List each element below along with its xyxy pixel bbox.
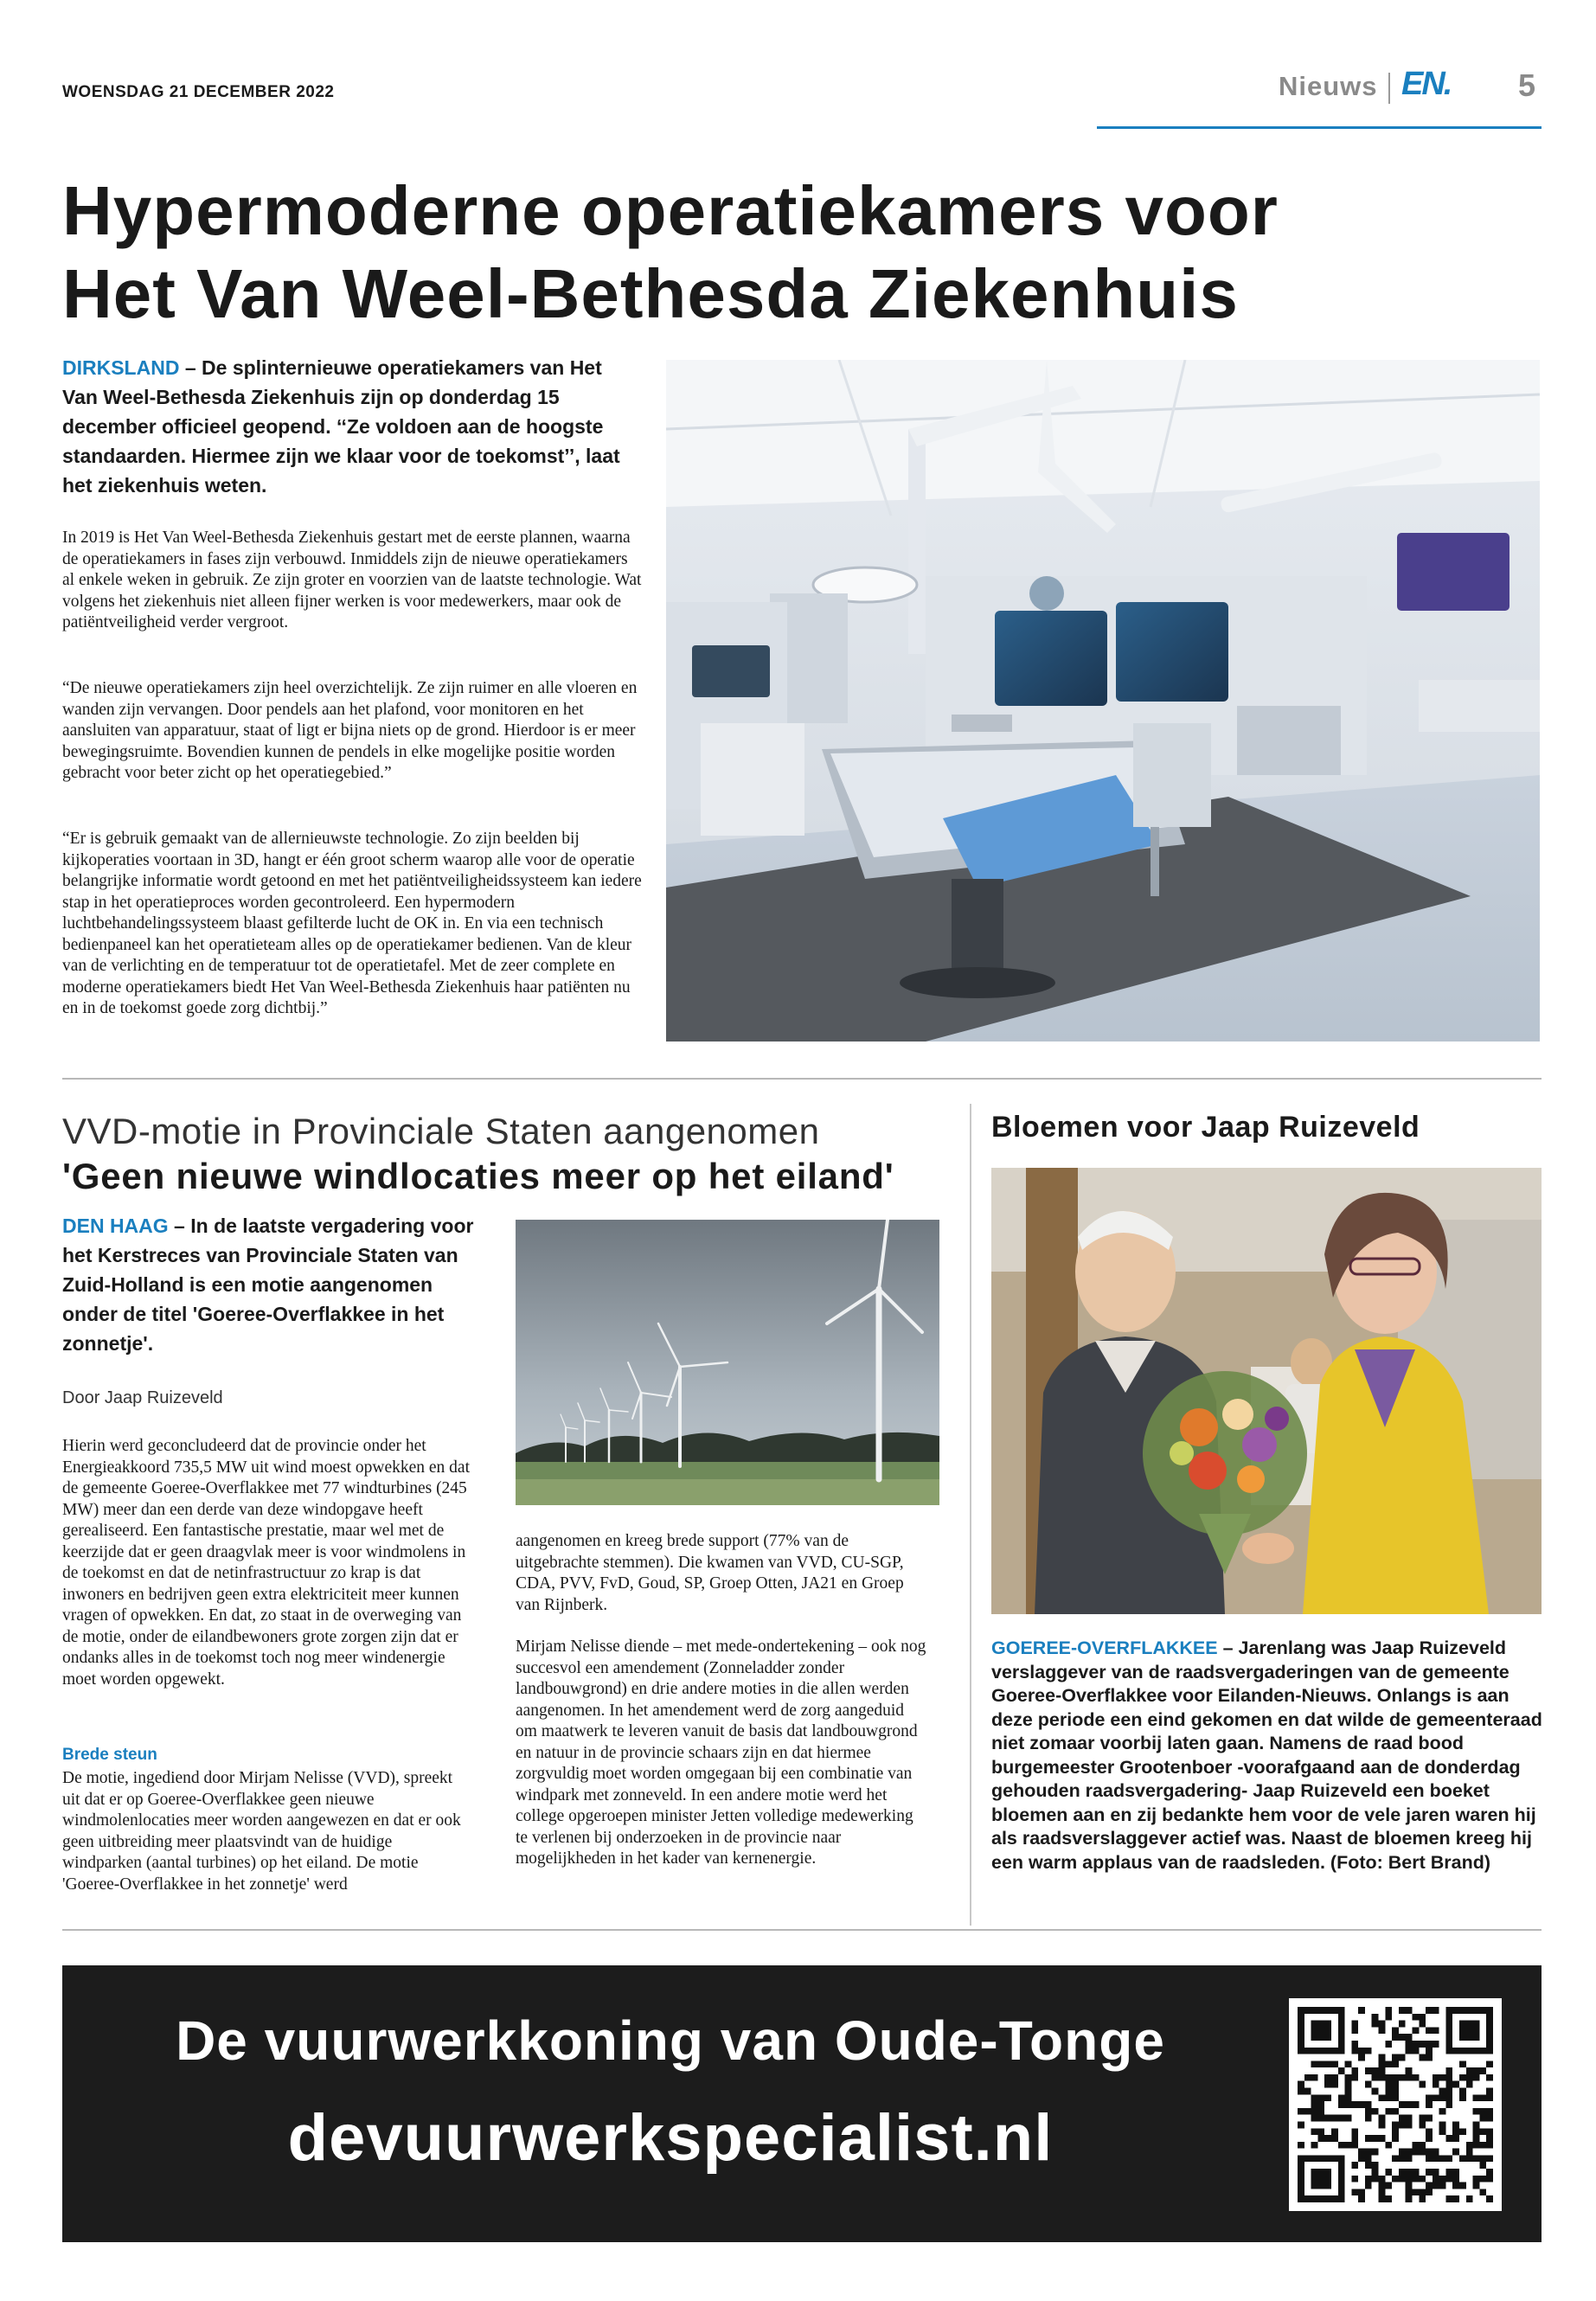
header-rule [1097, 126, 1542, 129]
wind-turbines-photo [516, 1220, 939, 1505]
operating-room-photo [666, 360, 1540, 1042]
dateline: GOEREE-OVERFLAKKEE [991, 1638, 1218, 1658]
page-number: 5 [1518, 67, 1536, 103]
article-headline: Bloemen voor Jaap Ruizeveld [991, 1111, 1420, 1144]
article-lead: DIRKSLAND – De splinternieuwe operatiekamers van Het Van Weel-Bethesda Ziekenhuis zijn op donderdag 15 december officieel geopend. ‘‘Ze voldoen aan de hoogste standaarden. Hiermee zijn we klaar voor de toekomst’’, laat het ziekenhuis weten. [62, 356, 620, 497]
section-label: Nieuws [1279, 71, 1378, 101]
article-paragraph: De motie, ingediend door Mirjam Nelisse (VVD), spreekt uit dat er op Goeree-Overflakkee geen nieuwe windmolenlocaties meer worden aangewezen en dat er ook geen uitbreiding meer plaatsvindt van de huidige windparken (aantal turbines) op het eiland. De motie 'Goeree-Overflakkee in het zonnetje' werd [62, 1769, 461, 1894]
photo-caption-article: GOEREE-OVERFLAKKEE – Jarenlang was Jaap Ruizeveld verslaggever van de raadsvergaderingen van de gemeente Goeree-Overflakkee voor Eilanden-Nieuws. Onlangs is aan deze periode een eind gekomen en dat wilde de gemeenteraad niet zomaar voorbij laten gaan. Namens de raad bood burgemeester Grootenboer -voorafgaand aan de donderdag gehouden raadsvergadering- Jaap Ruizeveld een boeket bloemen aan en zij bedankte hem voor de vele jaren waren hij als raadsverslaggever actief was. Naast de bloemen kreeg hij een warm applaus van de raadsleden. (Foto: Bert Brand) [991, 1638, 1542, 1873]
article-paragraph: Hierin werd geconcludeerd dat de provincie onder het Energieakkoord 735,5 MW uit wind moest opwekken en dat de gemeente Goeree-Overflakkee met 77 windturbines (245 MW) meer dan een derde van deze windopgave heeft gerealiseerd. Een fantastische prestatie, maar wel met de keerzijde dat er geen draagvlak meer is voor windmolens in de toekomst en dat de netinfrastructuur zo krap is dat inwoners en bedrijven geen extra elektriciteit meer kunnen vragen of opwekken. En dat, zo staat in de overweging van de motie, onder de eilandbewoners grote zorgen zijn dat er ondanks alles in de toekomst toch nog meer windenergie moet worden opgewekt. [62, 1437, 470, 1689]
article-subhead: Brede steun [62, 1746, 157, 1764]
newspaper-logo: EN. [1401, 66, 1452, 102]
ad-url[interactable]: devuurwerkspecialist.nl [287, 2101, 1054, 2175]
ad-headline: De vuurwerkkoning van Oude-Tonge [176, 2009, 1165, 2072]
section-divider [62, 1929, 1542, 1931]
dateline: DIRKSLAND [62, 356, 180, 379]
article-headline: 'Geen nieuwe windlocaties meer op het eiland' [62, 1156, 894, 1196]
flowers-presentation-photo [991, 1168, 1542, 1614]
dateline: DEN HAAG [62, 1215, 169, 1237]
section-divider [62, 1078, 1542, 1080]
headline-line-2: Het Van Weel-Bethesda Ziekenhuis [62, 255, 1239, 332]
article-paragraph: aangenomen en kreeg brede support (77% van de uitgebrachte stemmen). Die kwamen van VVD, CU-SGP, CDA, PVV, FvD, Goud, SP, Groep Otten, JA21 en Groep van Rijnberk. [516, 1532, 904, 1614]
lead-text: De splinternieuwe operatiekamers van Het Van Weel-Bethesda Ziekenhuis zijn op donderdag 15 december officieel geopend. ‘‘Ze voldoen aan de hoogste standaarden. Hiermee zijn we klaar voor de toekomst’’, laat het ziekenhuis weten. [62, 356, 620, 497]
issue-date: WOENSDAG 21 DECEMBER 2022 [62, 83, 335, 101]
article-headline [62, 170, 1533, 336]
lead-text: In de laatste vergadering voor het Kerstreces van Provinciale Staten van Zuid-Holland is een motie aangenomen onder de titel 'Goeree-Overflakkee in het zonnetje'. [62, 1215, 474, 1355]
article-paragraph: In 2019 is Het Van Weel-Bethesda Ziekenhuis gestart met de eerste plannen, waarna de operatiekamers in fases zijn verbouwd. Inmiddels zijn de nieuwe operatiekamers al enkele weken in gebruik. Ze zijn groter en voorzien van de laatste technologie. Wat volgens het ziekenhuis niet alleen fijner werken is voor medewerkers, maar ook de patiëntveiligheid verder vergroot. [62, 529, 642, 631]
header-divider [1388, 73, 1390, 104]
byline: Door Jaap Ruizeveld [62, 1388, 223, 1407]
article-paragraph: “Er is gebruik gemaakt van de allernieuwste technologie. Zo zijn beelden bij kijkoperaties voortaan in 3D, hangt er één groot scherm waarop alle voor de operatie belangrijke informatie wordt getoond en met het patiëntveiligheidssysteem kan iedere stap in het operatieproces worden gecontroleerd. Een hypermodern luchtbehandelingssysteem blaast gefilterde lucht de OK in. En via een technisch bedienpaneel kan het operatieteam alles op de operatiekamer bedienen. Van de kleur van de verlichting en de temperatuur tot de operatietafel. Met de zeer complete en moderne operatiekamers biedt Het Van Weel-Bethesda Ziekenhuis haar patiënten nu en in de toekomst goede zorg dichtbij.” [62, 830, 642, 1017]
column-divider [970, 1104, 971, 1926]
caption-text: Jarenlang was Jaap Ruizeveld verslaggever van de raadsvergaderingen van de gemeente Goeree-Overflakkee voor Eilanden-Nieuws. Onlangs is aan deze periode een eind gekomen en dat wilde de gemeenteraad niet zomaar voorbij laten gaan. Namens de raad bood burgemeester Grootenboer -voorafgaand aan de donderdag gehouden raadsvergadering- Jaap Ruizeveld een boeket bloemen aan en zij bedankte hem voor de vele jaren waren hij als raadsverslaggever actief was. Naast de bloemen kreeg hij een warm applaus van de raadsleden. (Foto: Bert Brand) [991, 1638, 1542, 1873]
qr-code[interactable] [1289, 1998, 1502, 2211]
article-paragraph: “De nieuwe operatiekamers zijn heel overzichtelijk. Ze zijn ruimer en alle vloeren en wanden zijn vervangen. Door pendels aan het plafond, voor monitoren en het aansluiten van apparatuur, staat of ligt er bijna niets op de grond. Hierdoor is er meer bewegingsruimte. Bovendien kunnen de pendels in elke mogelijke positie worden gebracht voor beter zicht op het operatiegebied.” [62, 679, 638, 782]
article-lead: DEN HAAG – In de laatste vergadering voor het Kerstreces van Provinciale Staten van Zuid-Holland is een motie aangenomen onder de titel 'Goeree-Overflakkee in het zonnetje'. [62, 1215, 474, 1355]
article-kicker: VVD-motie in Provinciale Staten aangenomen [62, 1111, 820, 1151]
headline-line-1: Hypermoderne operatiekamers voor [62, 172, 1279, 249]
article-paragraph: Mirjam Nelisse diende – met mede-ondertekening – ook nog succesvol een amendement (Zonneladder zonder landbouwgrond) en drie andere moties in die allen werden aangenomen. In het amendement werd de zorg aangeduid om maatwerk te leveren vanuit de basis dat landbouwgrond en natuur in de provincie schaars zijn en dat hiermee zorgvuldig moet worden omgegaan bij een combinatie van windpark met zonneveld. In een andere motie werd het college opgeroepen minister Jetten volledige medewerking te verlenen bij onderzoeken in de provincie naar mogelijkheden in het kader van kernenergie. [516, 1638, 926, 1868]
